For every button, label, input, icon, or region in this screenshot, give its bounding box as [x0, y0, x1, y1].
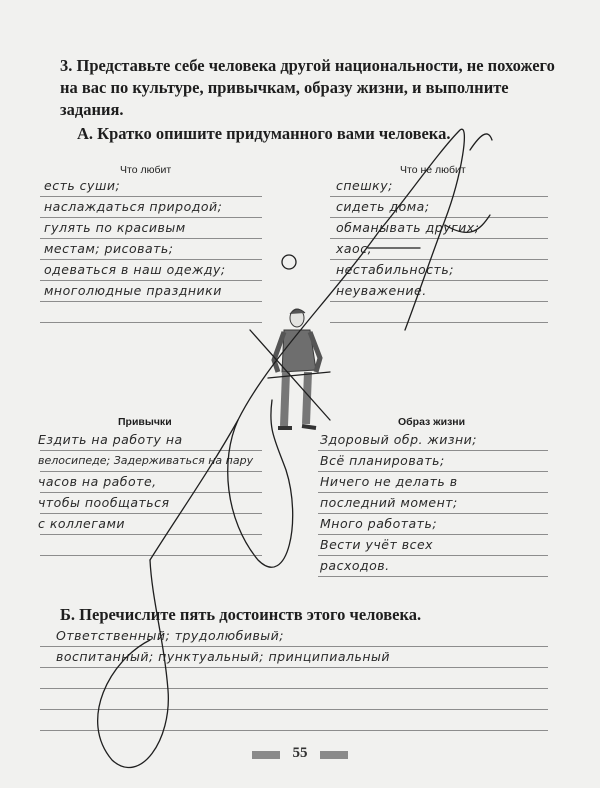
handwritten-line: спешку;	[336, 178, 393, 193]
handwritten-line: чтобы пообщаться	[38, 495, 170, 510]
handwritten-line: часов на работе,	[38, 474, 157, 489]
page-number: 55	[292, 745, 308, 761]
handwritten-line: наслаждаться природой;	[44, 199, 223, 214]
section-a-heading: А. Кратко опишите придуманного вами человека.	[77, 124, 451, 143]
handwritten-line: есть суши;	[44, 178, 121, 193]
handwritten-line: нестабильность;	[336, 262, 454, 277]
handwritten-line: многолюдные праздники	[44, 283, 222, 298]
handwritten-line: расходов.	[320, 558, 390, 573]
handwritten-line: Ничего не делать в	[320, 474, 458, 489]
handwritten-line: велосипеде; Задерживаться на пару	[38, 454, 254, 467]
handwritten-line: одеваться в наш одежду;	[44, 262, 226, 277]
handwritten-line: местам; рисовать;	[44, 241, 174, 256]
page-number-bar-left	[252, 751, 280, 759]
handwritten-line: Ездить на работу на	[38, 432, 183, 447]
likes-label: Что любит	[120, 164, 172, 176]
handwritten-line: Вести учёт всех	[320, 537, 434, 552]
handwritten-line: Ответственный; трудолюбивый;	[56, 628, 285, 643]
handwritten-line: обманывать других;	[336, 220, 480, 235]
handwritten-line: сидеть дома;	[336, 199, 430, 214]
handwritten-line: Здоровый обр. жизни;	[320, 432, 477, 447]
handwritten-line: воспитанный; пунктуальный; принципиальный	[56, 649, 391, 664]
page-footer	[0, 745, 600, 765]
handwritten-line: Всё планировать;	[320, 453, 445, 468]
handwritten-line: неуважение.	[336, 283, 427, 298]
handwritten-line: гулять по красивым	[44, 220, 186, 235]
handwritten-line: Много работать;	[320, 516, 438, 531]
page-number-bar-right	[320, 751, 348, 759]
task-text: 3. Представьте себе человека другой национальности, не похожего на вас по культуре, привычкам, образу жизни, и выполните задания.	[60, 56, 555, 119]
handwritten-line: хаос,	[336, 241, 373, 256]
dislikes-label: Что не любит	[400, 164, 466, 176]
section-b-heading: Б. Перечислите пять достоинств этого человека.	[60, 605, 422, 624]
lifestyle-label: Образ жизни	[398, 416, 466, 428]
handwritten-line: последний момент;	[320, 495, 458, 510]
habits-label: Привычки	[118, 416, 172, 428]
handwritten-line: с коллегами	[38, 516, 125, 531]
